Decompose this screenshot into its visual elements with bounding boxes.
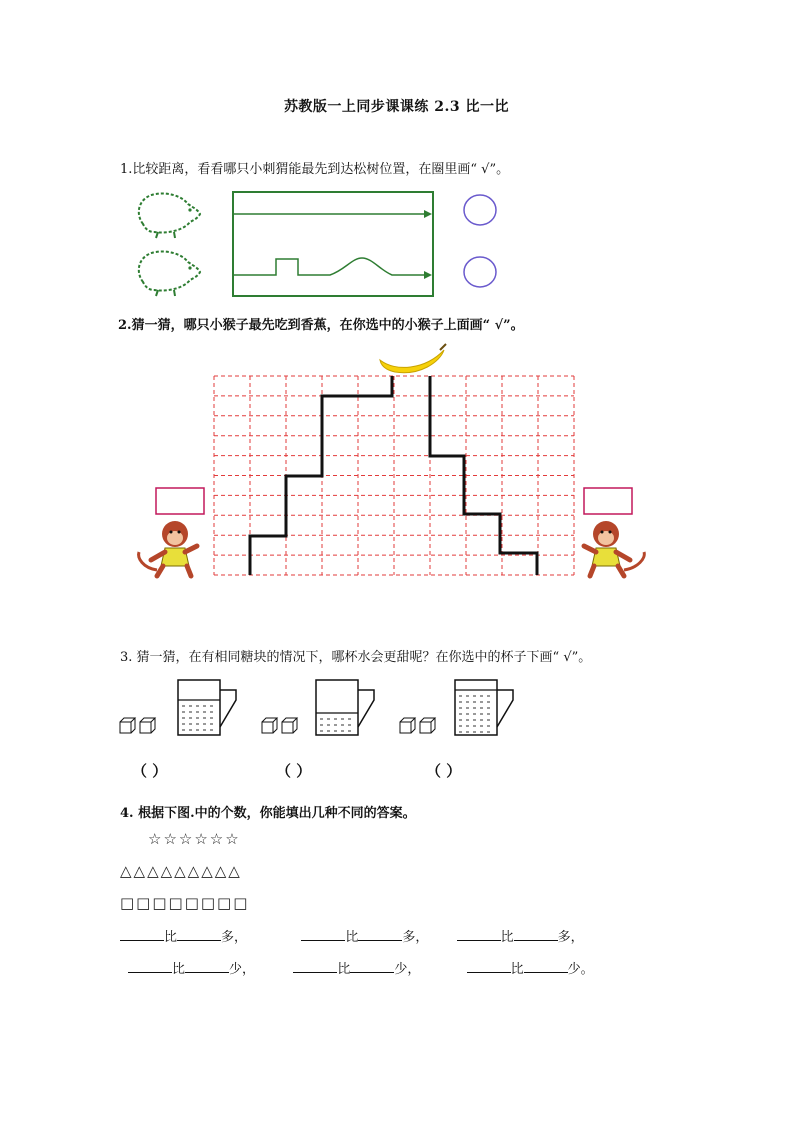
triangles-row: △△△△△△△△△ (120, 862, 242, 880)
stars-row: ☆☆☆☆☆☆ (148, 830, 241, 848)
more-row: 比 多， 比 多， 比 多， (120, 926, 584, 945)
question-1-text: 1.比较距离，看看哪只小刺猬能最先到达松树位置，在圈里画“ √”。 (120, 162, 510, 177)
answer-paren-1[interactable]: （ ） (132, 762, 168, 780)
squares-row: □□□□□□□□ (120, 894, 250, 912)
answer-paren-2[interactable]: （ ） (276, 762, 312, 780)
question-2-text: 2.猜一猜，哪只小猴子最先吃到香蕉，在你选中的小猴子上面画“ √”。 (118, 318, 524, 333)
less-row: 比 少， 比 少， 比 少。 (128, 958, 594, 977)
answer-paren-3[interactable]: （ ） (426, 762, 462, 780)
question-3-text: 3. 猜一猜，在有相同糖块的情况下，哪杯水会更甜呢？在你选中的杯子下画“ √”。 (120, 650, 592, 665)
question-4-text: 4. 根据下图.中的个数，你能填出几种不同的答案。 (120, 806, 416, 821)
page-title: 苏教版一上同步课课练 2.3 比一比 (283, 99, 510, 115)
